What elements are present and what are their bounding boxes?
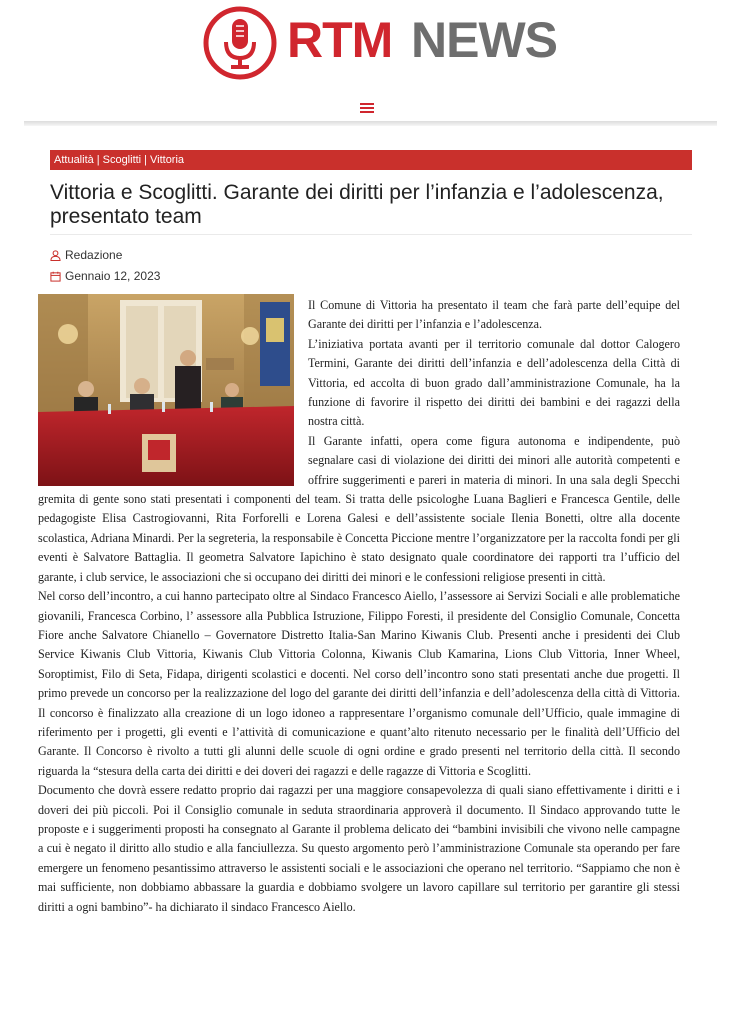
publish-date: Gennaio 12, 2023 (65, 269, 161, 283)
logo-text-news: NEWS (411, 12, 557, 68)
title-divider (50, 234, 692, 235)
hamburger-icon[interactable] (360, 101, 374, 115)
user-icon (50, 250, 61, 261)
photo-spacer (38, 296, 294, 486)
article-paragraph-5: Documento che dovrà essere redatto proprio dai ragazzi per una maggiore consapevolezza di quali siano effettivamente i diritti e i doveri dei più piccoli. Poi il Consiglio comunale in seduta straordinaria approverà il documento. Il Sindaco approvando tutte le proposte e i suggerimenti proposti ha consegnato al Garante il problema delicato dei “bambini invisibili che vivono nelle campagne a cui è negato il diritto allo studio e alla fanciullezza. Su questo argomento però l’amministrazione Comunale sta operando per fare emergere un fenomeno pesantissimo attraverso le assistenti sociali e le associazioni che operano nel territorio. “Sappiamo che non è mai sufficiente, non dobbiamo abbassare la guardia e dobbiamo svolgere un lavoro capillare sul territorio per garantire gli stessi diritti a ogni bambino”- ha dichiarato il sindaco Francesco Aiello. (38, 783, 680, 914)
category-link-vittoria[interactable]: Vittoria (150, 154, 185, 166)
breadcrumb-separator: | (96, 154, 100, 166)
logo-text-rtm: RTM (287, 12, 393, 68)
category-breadcrumb (50, 150, 692, 170)
microphone-logo-icon (203, 6, 277, 80)
header-divider (24, 121, 717, 126)
article-paragraph-3: Il Garante infatti, opera come figura autonoma e indipendente, può segnalare casi di violazione dei diritti dei minori alle autorità competenti e offrire suggerimenti e pareri in materia di minori. In una sala degli Specchi gremita di gente sono stati presentati i componenti del team. Si tratta delle psicologhe Luana Baglieri e Francesca Gentile, delle pedagogiste Elisa Castrogiovanni, Rita Forforelli e Lorena Galesi e dell’assistente sociale Ilenia Bonetti, oltre alla docente scolastica, Adriana Minardi. Per la segreteria, la responsabile è Concetta Piccione mentre l’organizzatore per la raccolta fondi per gli eventi è Salvatore Battaglia. Il geometra Salvatore Iapichino è stato designato quale coordinatore dei rapporti tra l’ufficio del garante, i club service, le associazioni che si occupano dei diritti dei minori e le confessioni religiose presenti in città. (38, 433, 680, 584)
category-link-scoglitti[interactable]: Scoglitti (102, 154, 142, 166)
site-header (0, 0, 741, 120)
article-author (50, 247, 122, 263)
category-link-attualita[interactable]: Attualità (54, 154, 94, 166)
article-paragraph-2: L’iniziativa portata avanti per il territorio comunale dal dottor Calogero Termini, Garante dei diritti dell’infanzia e dell’adolescenza della Città di Vittoria, ed accolta di buon grado dall’amministrazione Comunale, ha la funzione di favorire il rispetto dei diritti dei bambini e dei ragazzi della nostra città. (308, 336, 680, 429)
breadcrumb-separator: | (144, 154, 147, 166)
author-name[interactable]: Redazione (65, 248, 123, 262)
article-title: Vittoria e Scoglitti. Garante dei diritti per l’infanzia e l’adolescenza, presentato team (50, 181, 664, 228)
site-logo[interactable] (203, 6, 557, 82)
calendar-icon (50, 271, 61, 282)
article-body (38, 296, 680, 917)
article-date (50, 268, 160, 284)
article-paragraph-4: Nel corso dell’incontro, a cui hanno partecipato oltre al Sindaco Francesco Aiello, l’assessore ai Servizi Sociali e alle problematiche giovanili, Francesca Corbino, l’ assessore alla Pubblica Istruzione, Filippo Foresti, il presidente del Consiglio Comunale, Concetta Fiore anche Salvatore Chianello – Governatore Distretto Italia-San Marino Kiwanis Club. Presenti anche i presidenti dei Club Service Kiwanis Club Vittoria, Kiwanis Club Vittoria Colonna, Kiwanis Club Kamarina, Lions Club Vittoria, Inner Wheel, Soroptimist, Filo di Seta, Fidapa, dirigenti scolastici e docenti. Nel corso dell’incontro sono stati presentati anche due progetti. Il primo prevede un concorso per la realizzazione del logo del garante dei diritti dell’infanzia e dell’adolescenza della città di Vittoria. Il concorso è finalizzato alla creazione di un logo idoneo a rappresentare l’organismo comunale dell’Ufficio, quale immagine di riferimento per i progetti, gli eventi e l’attività di comunicazione e quant’alto ritenuto necessario per le finalità dell’Ufficio del Garante. Il Concorso è rivolto a tutti gli alunni delle scuole di ogni ordine e grado presenti nel territorio della città. Il secondo riguarda la “stesura della carta dei diritti e dei doveri dei ragazzi e delle ragazze di Vittoria e Scoglitti. (38, 589, 680, 778)
article-paragraph-1: Il Comune di Vittoria ha presentato il team che farà parte dell’equipe del Garante dei diritti per l’infanzia e l’adolescenza. (308, 298, 680, 332)
